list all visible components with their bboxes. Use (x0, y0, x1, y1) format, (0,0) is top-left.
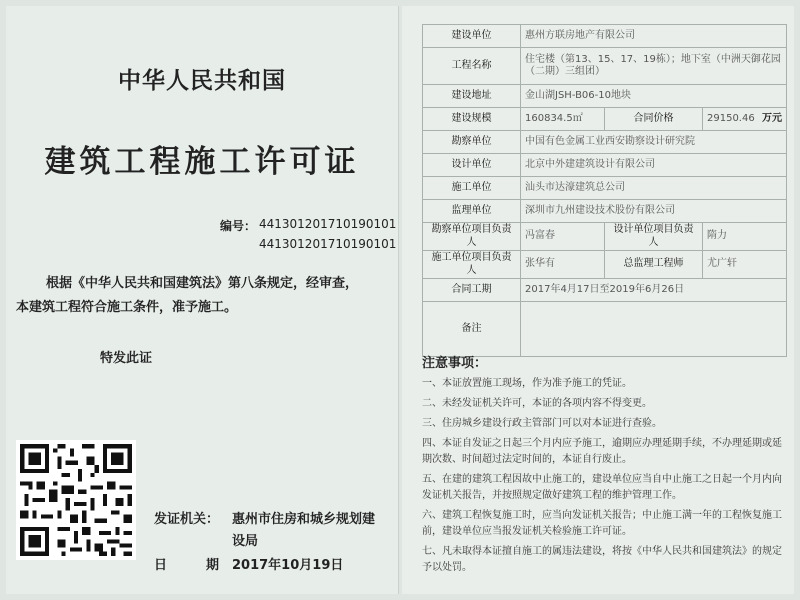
note-item: 六、建筑工程恢复施工时，应当向发证机关报告；中止施工满一年的工程恢复施工前，建设单位应当报发证机关检验施工许可证。 (422, 510, 782, 537)
cert-number-1: 441301201710190101 (259, 217, 397, 231)
note-item: 四、本证自发证之日起三个月内应予施工，逾期应办理延期手续，不办理延期或延期次数、时间超过法定时间的，本证自行废止。 (422, 438, 782, 465)
table-row (423, 279, 787, 302)
issuing-authority-line-2: 设局 (232, 534, 259, 549)
design-unit-label: 设计单位 (423, 154, 521, 177)
design-leader-label: 设计单位项目负责人 (605, 223, 703, 251)
qr-code (16, 440, 136, 560)
contract-price-unit: 万元 (762, 112, 783, 124)
construction-unit-label: 建设单位 (423, 25, 521, 48)
project-name-value: 住宅楼（第13、15、17、19栋）；地下室（中洲天御花园（二期）三组团） (521, 48, 787, 85)
notes-title: 注意事项： (422, 356, 488, 371)
cert-number-2: 441301201710190101 (259, 237, 397, 251)
issuing-authority-line-1: 惠州市住房和城乡规划建 (232, 512, 376, 527)
survey-unit-value: 中国有色金属工业西安勘察设计研究院 (521, 131, 787, 154)
note-item: 七、凡未取得本证擅自施工的属违法建设，将按《中华人民共和国建筑法》的规定予以处罚。 (422, 546, 782, 573)
table-row (423, 177, 787, 200)
construction-leader-value: 张华有 (521, 251, 605, 279)
survey-leader-label: 勘察单位项目负责人 (423, 223, 521, 251)
contract-price-value: 29150.46 (707, 112, 755, 124)
contract-period-label: 合同工期 (423, 279, 521, 302)
table-row (423, 154, 787, 177)
statement-line-1: 根据《中华人民共和国建筑法》第八条规定，经审查， (46, 276, 359, 291)
survey-unit-label: 勘察单位 (423, 131, 521, 154)
contract-price-label: 合同价格 (605, 108, 703, 131)
scale-label: 建设规模 (423, 108, 521, 131)
note-item: 二、未经发证机关许可，本证的各项内容不得变更。 (422, 398, 652, 409)
remarks-label: 备注 (423, 302, 521, 357)
scale-value: 160834.5㎡ (521, 108, 605, 131)
issuing-authority-label: 发证机关： (154, 512, 220, 527)
table-row (423, 108, 787, 131)
contract-period-value: 2017年4月17日至2019年6月26日 (521, 279, 787, 302)
table-row (423, 131, 787, 154)
design-leader-value: 隋力 (703, 223, 787, 251)
construction-unit-value: 惠州方联房地产有限公司 (521, 25, 787, 48)
remarks-value (521, 302, 787, 357)
cert-number-label: 编号： (220, 219, 257, 233)
table-row (423, 302, 787, 357)
survey-leader-value: 冯富春 (521, 223, 605, 251)
note-item: 五、在建的建筑工程因故中止施工的，建设单位应当自中止施工之日起一个月内向发证机关报告，并按照规定做好建筑工程的维护管理工作。 (422, 474, 782, 501)
table-row (423, 85, 787, 108)
nation-heading: 中华人民共和国 (118, 67, 286, 94)
design-unit-value: 北京中外建建筑设计有限公司 (521, 154, 787, 177)
certificate-title: 建筑工程施工许可证 (44, 144, 360, 180)
project-name-label: 工程名称 (423, 48, 521, 85)
supervisor-value: 深圳市九州建设技术股份有限公司 (521, 200, 787, 223)
special-issue-text: 特发此证 (100, 351, 153, 366)
contractor-value: 汕头市达濠建筑总公司 (521, 177, 787, 200)
issue-date-value: 2017年10月19日 (232, 558, 344, 573)
note-item: 三、住房城乡建设行政主管部门可以对本证进行查验。 (422, 418, 662, 429)
certificate-left-page (6, 6, 399, 594)
project-info-table (422, 24, 787, 357)
certificate-right-page (402, 6, 794, 594)
table-row (423, 223, 787, 251)
note-item: 一、本证放置施工现场，作为准予施工的凭证。 (422, 378, 632, 389)
table-row (423, 200, 787, 223)
address-label: 建设地址 (423, 85, 521, 108)
contractor-label: 施工单位 (423, 177, 521, 200)
table-row (423, 251, 787, 279)
construction-leader-label: 施工单位项目负责人 (423, 251, 521, 279)
address-value: 金山湖JSH-B06-10地块 (521, 85, 787, 108)
issue-date-label: 日 期 (154, 558, 220, 573)
table-row (423, 25, 787, 48)
chief-supervisor-value: 尤广轩 (703, 251, 787, 279)
contract-price-cell (703, 108, 787, 131)
chief-supervisor-label: 总监理工程师 (605, 251, 703, 279)
supervisor-label: 监理单位 (423, 200, 521, 223)
statement-line-2: 本建筑工程符合施工条件，准予施工。 (16, 300, 238, 315)
notes-list (422, 376, 790, 580)
table-row (423, 48, 787, 85)
